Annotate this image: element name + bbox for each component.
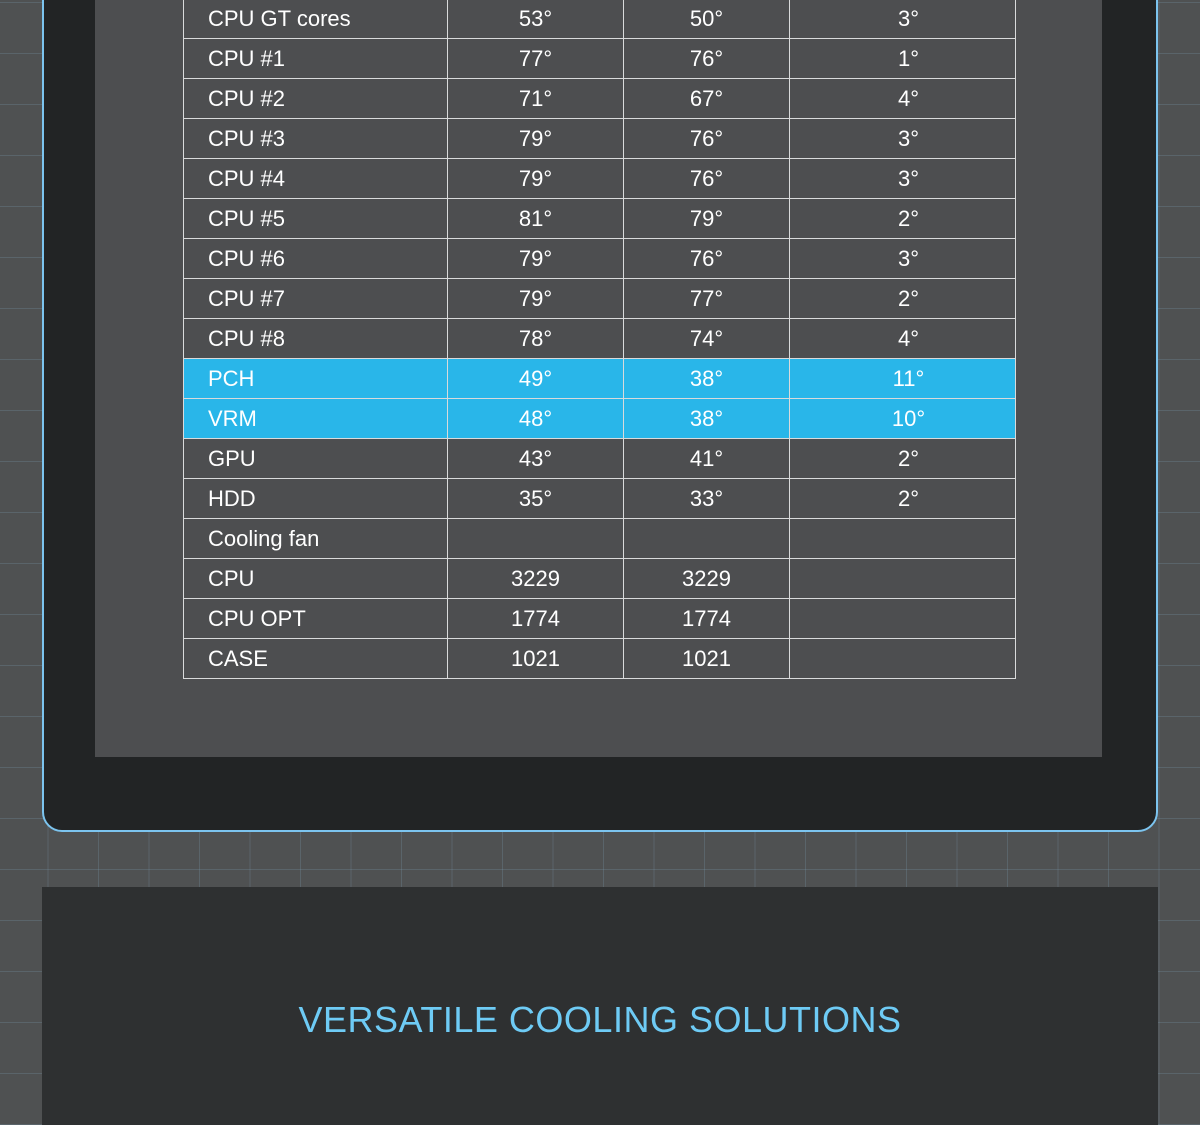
row-value-diff: 4° — [790, 319, 1016, 359]
row-value-b: 76° — [624, 39, 790, 79]
row-value-a: 1021 — [448, 639, 624, 679]
row-value-diff — [790, 599, 1016, 639]
table-row — [184, 0, 1016, 39]
table-row — [184, 39, 1016, 79]
row-value-diff: 4° — [790, 79, 1016, 119]
row-value-b: 74° — [624, 319, 790, 359]
row-value-diff — [790, 519, 1016, 559]
row-value-diff: 2° — [790, 479, 1016, 519]
row-value-a: 79° — [448, 239, 624, 279]
banner-section — [42, 887, 1158, 1125]
row-label: CPU #6 — [184, 239, 448, 279]
row-value-a: 81° — [448, 199, 624, 239]
table-row — [184, 319, 1016, 359]
row-value-diff: 3° — [790, 159, 1016, 199]
temperature-table — [183, 0, 1016, 679]
row-label: CPU — [184, 559, 448, 599]
row-value-diff: 1° — [790, 39, 1016, 79]
row-value-b: 76° — [624, 159, 790, 199]
table-row-highlighted — [184, 359, 1016, 399]
row-value-b: 41° — [624, 439, 790, 479]
table-row — [184, 119, 1016, 159]
row-label: Cooling fan — [184, 519, 448, 559]
row-label: CPU GT cores — [184, 0, 448, 39]
row-value-b — [624, 519, 790, 559]
row-label: PCH — [184, 359, 448, 399]
row-value-b: 1021 — [624, 639, 790, 679]
row-label: HDD — [184, 479, 448, 519]
row-label: CASE — [184, 639, 448, 679]
row-value-diff: 10° — [790, 399, 1016, 439]
table-row — [184, 159, 1016, 199]
row-value-diff: 11° — [790, 359, 1016, 399]
row-value-diff: 3° — [790, 0, 1016, 39]
row-label: CPU #5 — [184, 199, 448, 239]
table-row — [184, 519, 1016, 559]
table-row — [184, 439, 1016, 479]
row-value-a: 79° — [448, 119, 624, 159]
row-value-b: 76° — [624, 239, 790, 279]
row-value-b: 77° — [624, 279, 790, 319]
device-screen — [95, 0, 1102, 757]
row-label: CPU #7 — [184, 279, 448, 319]
row-value-b: 67° — [624, 79, 790, 119]
table-row — [184, 239, 1016, 279]
row-label: CPU #3 — [184, 119, 448, 159]
row-value-b: 3229 — [624, 559, 790, 599]
row-value-a: 53° — [448, 0, 624, 39]
row-value-a: 48° — [448, 399, 624, 439]
row-value-a: 3229 — [448, 559, 624, 599]
row-value-a — [448, 519, 624, 559]
row-value-a: 35° — [448, 479, 624, 519]
row-label: CPU #4 — [184, 159, 448, 199]
table-row — [184, 479, 1016, 519]
table-row-highlighted — [184, 399, 1016, 439]
banner-title: VERSATILE COOLING SOLUTIONS — [298, 999, 902, 1040]
row-label: CPU #2 — [184, 79, 448, 119]
row-value-b: 50° — [624, 0, 790, 39]
row-value-diff — [790, 559, 1016, 599]
table-row — [184, 279, 1016, 319]
row-value-b: 38° — [624, 359, 790, 399]
row-value-a: 77° — [448, 39, 624, 79]
table-row — [184, 559, 1016, 599]
row-value-b: 38° — [624, 399, 790, 439]
row-label: CPU #8 — [184, 319, 448, 359]
row-value-b: 1774 — [624, 599, 790, 639]
table-row — [184, 199, 1016, 239]
row-label: VRM — [184, 399, 448, 439]
table-row — [184, 79, 1016, 119]
row-value-diff: 2° — [790, 199, 1016, 239]
device-frame — [42, 0, 1158, 832]
row-value-a: 78° — [448, 319, 624, 359]
row-value-diff: 2° — [790, 439, 1016, 479]
row-label: CPU OPT — [184, 599, 448, 639]
row-value-a: 49° — [448, 359, 624, 399]
row-value-b: 76° — [624, 119, 790, 159]
row-value-diff — [790, 639, 1016, 679]
table-row — [184, 639, 1016, 679]
row-value-b: 33° — [624, 479, 790, 519]
row-value-diff: 2° — [790, 279, 1016, 319]
row-value-a: 43° — [448, 439, 624, 479]
row-value-diff: 3° — [790, 239, 1016, 279]
row-value-a: 1774 — [448, 599, 624, 639]
table-row — [184, 599, 1016, 639]
row-value-a: 79° — [448, 279, 624, 319]
row-value-b: 79° — [624, 199, 790, 239]
row-label: GPU — [184, 439, 448, 479]
row-value-a: 79° — [448, 159, 624, 199]
row-label: CPU #1 — [184, 39, 448, 79]
row-value-diff: 3° — [790, 119, 1016, 159]
row-value-a: 71° — [448, 79, 624, 119]
